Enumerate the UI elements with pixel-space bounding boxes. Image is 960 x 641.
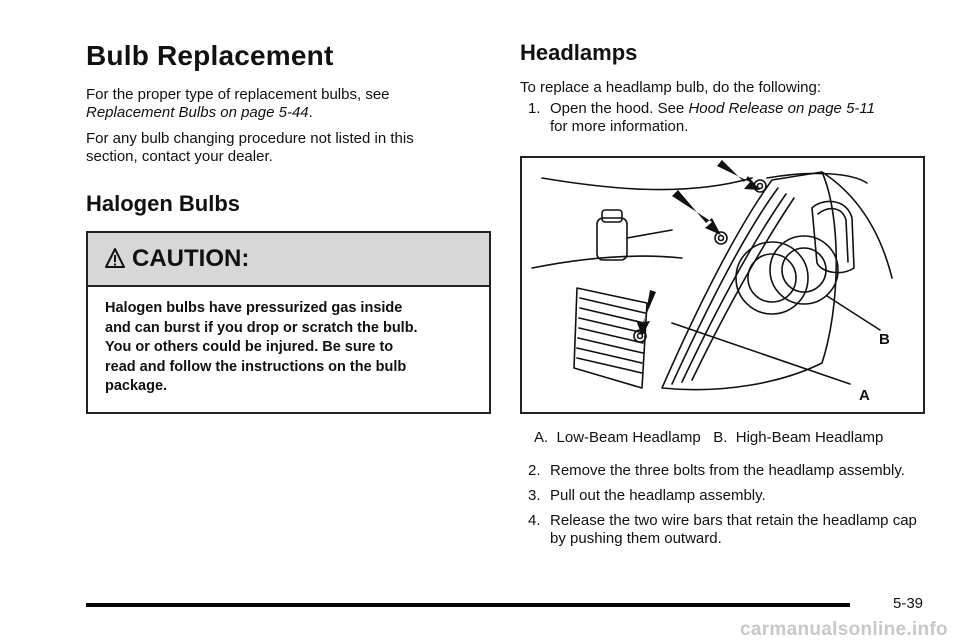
intro-paragraph-1: For the proper type of replacement bulbs, see Replacement Bulbs on page 5-44. [86, 86, 390, 121]
caution-label: CAUTION: [132, 245, 250, 272]
step-4: 4. Release the two wire bars that retain the headlamp cap by pushing them outward. [528, 512, 917, 547]
figure-caption: A. Low-Beam Headlamp B. High-Beam Headlamp [534, 429, 884, 446]
step-3: 3. Pull out the headlamp assembly. [528, 487, 766, 504]
footer-rule [86, 603, 850, 607]
headlamp-illustration [522, 158, 923, 412]
step-2: 2. Remove the three bolts from the headlamp assembly. [528, 462, 905, 479]
section-title-headlamps: Headlamps [520, 40, 638, 65]
steps-list [520, 462, 924, 548]
intro-paragraph-2: For any bulb changing procedure not listed in this section, contact your dealer. [86, 130, 414, 165]
replacement-bulbs-link[interactable]: Replacement Bulbs on page 5-44 [86, 104, 309, 121]
label-b: B [879, 331, 890, 348]
section-title-halogen: Halogen Bulbs [86, 191, 241, 216]
hood-release-link[interactable]: Hood Release on page 5-11 [688, 100, 875, 117]
watermark: carmanualsonline.info [740, 619, 948, 640]
headlamps-intro: To replace a headlamp bulb, do the following: [520, 79, 822, 96]
page-number: 5-39 [893, 595, 924, 612]
caution-icon [104, 247, 126, 271]
right-column [520, 40, 924, 136]
headlamp-figure [520, 156, 925, 414]
page-title: Bulb Replacement [86, 40, 334, 71]
caution-header [88, 233, 489, 287]
left-column [86, 40, 490, 217]
label-a: A [859, 387, 870, 404]
step-1: 1. Open the hood. See Hood Release on page 5-11 for more information. [528, 100, 875, 135]
caution-box [86, 231, 491, 414]
caution-text: Halogen bulbs have pressurized gas inside and can burst if you drop or scratch the bulb. You or others could be injured. Be sure to read and follow the instructions on the bulb package. [105, 300, 418, 394]
